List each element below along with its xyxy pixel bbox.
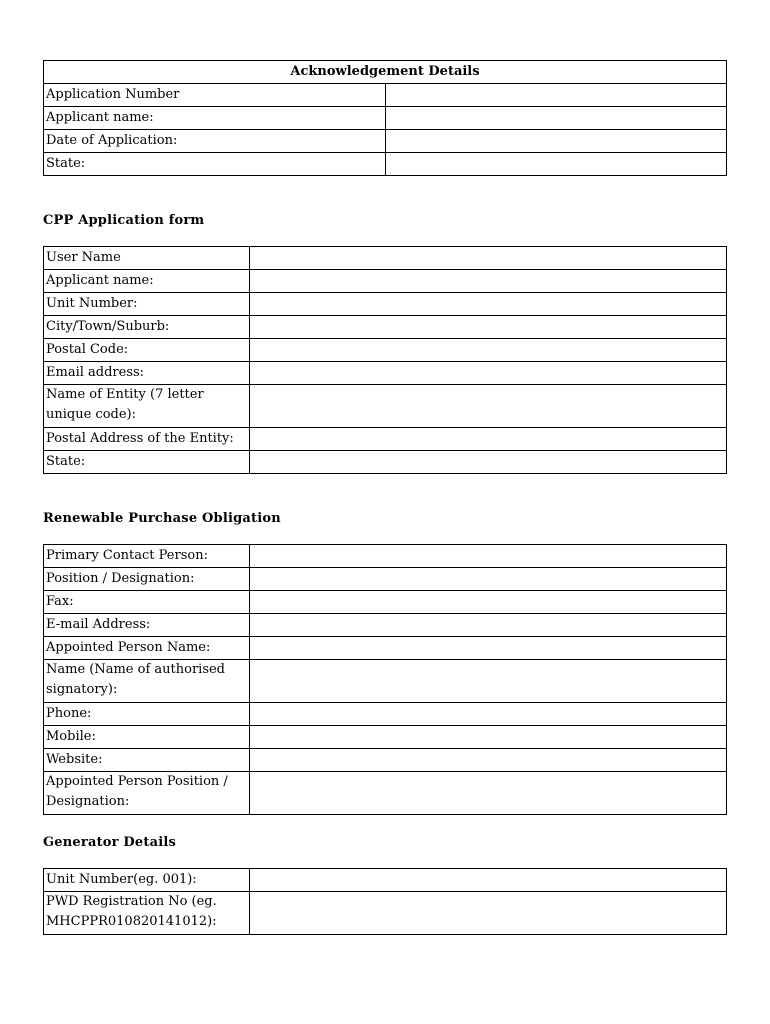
acknowledgement-table [43, 60, 727, 176]
entity-name-label: Name of Entity (7 letter unique code): [44, 385, 250, 428]
postal-code-field[interactable] [250, 339, 727, 362]
entity-postal-address-label: Postal Address of the Entity: [44, 428, 250, 451]
city-town-suburb-field[interactable] [250, 316, 727, 339]
mobile-label: Mobile: [44, 726, 250, 749]
rpo-section-title: Renewable Purchase Obligation [43, 511, 281, 526]
cpp-state-field[interactable] [250, 451, 727, 474]
email-address-field[interactable] [250, 362, 727, 385]
mobile-field[interactable] [250, 726, 727, 749]
position-designation-field[interactable] [250, 568, 727, 591]
appointed-person-name-label: Appointed Person Name: [44, 637, 250, 660]
generator-table [43, 868, 727, 935]
phone-field[interactable] [250, 703, 727, 726]
website-label: Website: [44, 749, 250, 772]
generator-section-title: Generator Details [43, 835, 176, 850]
cpp-applicant-name-field[interactable] [250, 270, 727, 293]
fax-label: Fax: [44, 591, 250, 614]
pwd-registration-field[interactable] [250, 892, 727, 935]
ack-applicant-name-label: Applicant name: [44, 107, 386, 130]
date-of-application-label: Date of Application: [44, 130, 386, 153]
ack-applicant-name-field[interactable] [385, 107, 727, 130]
appointed-person-position-field[interactable] [250, 772, 727, 815]
application-number-field[interactable] [385, 84, 727, 107]
cpp-state-label: State: [44, 451, 250, 474]
unit-number-field[interactable] [250, 293, 727, 316]
cpp-applicant-name-label: Applicant name: [44, 270, 250, 293]
phone-label: Phone: [44, 703, 250, 726]
pwd-registration-label: PWD Registration No (eg. MHCPPR010820141012): [44, 892, 250, 935]
appointed-person-name-field[interactable] [250, 637, 727, 660]
primary-contact-label: Primary Contact Person: [44, 545, 250, 568]
rpo-table [43, 544, 727, 815]
generator-unit-number-label: Unit Number(eg. 001): [44, 869, 250, 892]
website-field[interactable] [250, 749, 727, 772]
ack-state-label: State: [44, 153, 386, 176]
acknowledgement-title: Acknowledgement Details [44, 61, 727, 84]
unit-number-label: Unit Number: [44, 293, 250, 316]
date-of-application-field[interactable] [385, 130, 727, 153]
fax-field[interactable] [250, 591, 727, 614]
cpp-application-table [43, 246, 727, 474]
primary-contact-field[interactable] [250, 545, 727, 568]
generator-unit-number-field[interactable] [250, 869, 727, 892]
entity-name-field[interactable] [250, 385, 727, 428]
application-number-label: Application Number [44, 84, 386, 107]
entity-postal-address-field[interactable] [250, 428, 727, 451]
rpo-email-field[interactable] [250, 614, 727, 637]
cpp-section-title: CPP Application form [43, 213, 205, 228]
position-designation-label: Position / Designation: [44, 568, 250, 591]
appointed-person-position-label: Appointed Person Position / Designation: [44, 772, 250, 815]
city-town-suburb-label: City/Town/Suburb: [44, 316, 250, 339]
authorised-signatory-field[interactable] [250, 660, 727, 703]
rpo-email-label: E-mail Address: [44, 614, 250, 637]
email-address-label: Email address: [44, 362, 250, 385]
user-name-field[interactable] [250, 247, 727, 270]
ack-state-field[interactable] [385, 153, 727, 176]
authorised-signatory-label: Name (Name of authorised signatory): [44, 660, 250, 703]
user-name-label: User Name [44, 247, 250, 270]
postal-code-label: Postal Code: [44, 339, 250, 362]
